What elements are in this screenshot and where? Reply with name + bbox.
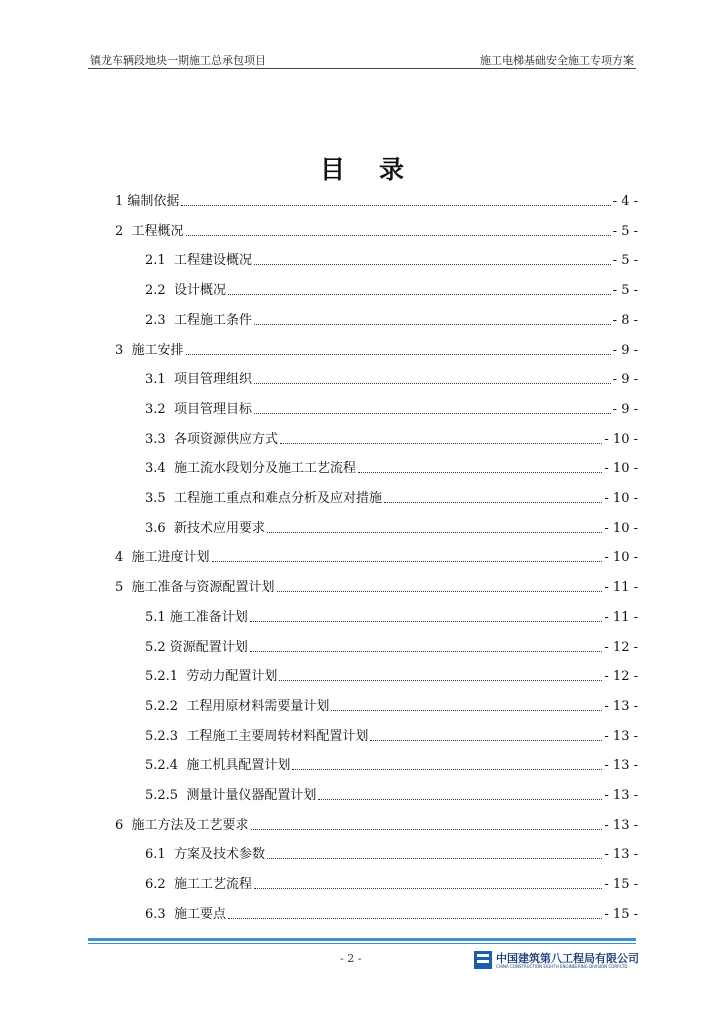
toc-entry[interactable] (145, 279, 638, 299)
title-char-2: 录 (379, 155, 405, 184)
toc-entry-label: 2.2 设计概况 (145, 283, 226, 299)
toc-entry-page: - 13 - (604, 817, 638, 833)
toc-entry-page: - 5 - (612, 283, 638, 299)
toc-entry-label: 6 施工方法及工艺要求 (115, 817, 249, 833)
toc-entry-page: - 9 - (612, 342, 638, 358)
toc-entry-page: - 13 - (604, 847, 638, 863)
toc-entry-label: 5.2.5 测量计量仪器配置计划 (145, 788, 317, 803)
toc-entry[interactable] (115, 814, 638, 834)
toc-entry-page: - 15 - (604, 877, 638, 893)
toc-entry-page: - 13 - (604, 698, 638, 714)
toc-entry-page: - 10 - (604, 431, 638, 447)
toc-leader-dots (254, 888, 602, 889)
toc-leader-dots (267, 858, 602, 859)
toc-entry-page: - 10 - (604, 550, 638, 566)
toc-entry-page: - 12 - (604, 639, 638, 655)
toc-leader-dots (370, 740, 602, 741)
toc-entry[interactable] (115, 576, 638, 596)
toc-leader-dots (250, 621, 603, 622)
toc-entry-page: - 10 - (604, 461, 638, 477)
toc-leader-dots (254, 264, 611, 265)
page-number: - 2 - (340, 952, 362, 965)
toc-leader-dots (212, 561, 603, 562)
page-header (90, 52, 634, 68)
toc-entry-page: - 10 - (604, 491, 638, 506)
toc-leader-dots (250, 651, 603, 652)
toc-entry[interactable] (145, 695, 638, 715)
toc-entry-page: - 9 - (612, 401, 638, 417)
toc-entry-page: - 13 - (604, 788, 638, 803)
toc-entry[interactable] (145, 249, 638, 269)
toc-entry-label: 2 工程概况 (115, 223, 184, 239)
toc-leader-dots (254, 383, 611, 384)
toc-leader-dots (318, 799, 602, 800)
toc-leader-dots (186, 354, 611, 355)
toc-entry-page: - 11 - (604, 609, 638, 625)
toc-entry[interactable] (145, 487, 638, 507)
toc-leader-dots (228, 918, 602, 919)
toc-entry[interactable] (145, 843, 638, 863)
company-logo (474, 950, 638, 972)
toc-entry-page: - 5 - (612, 223, 638, 239)
toc-entry-label: 3 施工安排 (115, 342, 184, 358)
toc-leader-dots (277, 591, 603, 592)
toc-entry[interactable] (115, 190, 638, 210)
toc-entry[interactable] (145, 398, 638, 418)
page-title (0, 150, 724, 186)
toc-entry[interactable] (145, 636, 638, 656)
toc-entry-page: - 9 - (612, 372, 638, 388)
header-project-name: 镇龙车辆段地块一期施工总承包项目 (90, 54, 266, 67)
toc-entry[interactable] (145, 309, 638, 329)
company-name-cn: 中国建筑第八工程局有限公司 (496, 952, 639, 965)
toc-entry-label: 2.1 工程建设概况 (145, 253, 252, 269)
toc-entry-label: 3.2 项目管理目标 (145, 401, 252, 417)
title-char-1: 目 (319, 155, 345, 184)
toc-entry-page: - 15 - (604, 906, 638, 922)
toc-entry[interactable] (145, 784, 638, 804)
toc-entry[interactable] (145, 517, 638, 537)
toc-entry-label: 4 施工进度计划 (115, 550, 210, 566)
toc-entry-page: - 13 - (604, 728, 638, 744)
toc-entry[interactable] (145, 725, 638, 745)
toc-entry-label: 3.5 工程施工重点和难点分析及应对措施 (145, 491, 382, 506)
toc-leader-dots (267, 532, 602, 533)
toc-entry-page: - 8 - (612, 312, 638, 328)
toc-entry[interactable] (145, 903, 638, 923)
header-document-name: 施工电梯基础安全施工专项方案 (480, 54, 634, 67)
toc-entry[interactable] (145, 873, 638, 893)
toc-entry[interactable] (115, 220, 638, 240)
toc-entry-label: 6.1 方案及技术参数 (145, 847, 265, 863)
toc-entry-label: 5 施工准备与资源配置计划 (115, 580, 275, 596)
company-name-en: CHINA CONSTRUCTION EIGHTH ENGINEERING DIVISION CORP.LTD (496, 964, 628, 969)
toc-leader-dots (186, 235, 611, 236)
toc-entry[interactable] (145, 457, 638, 477)
toc-entry-label: 5.2.3 工程施工主要周转材料配置计划 (145, 728, 369, 744)
toc-entry[interactable] (115, 546, 638, 566)
toc-leader-dots (279, 680, 602, 681)
toc-entry-label: 6.2 施工工艺流程 (145, 877, 252, 893)
toc-entry-label: 3.4 施工流水段划分及施工工艺流程 (145, 461, 356, 477)
toc-entry[interactable] (145, 754, 638, 774)
toc-entry[interactable] (145, 368, 638, 388)
toc-entry-label: 1 编制依据 (115, 194, 180, 209)
toc-entry-label: 5.1 施工准备计划 (145, 609, 248, 625)
toc-entry-label: 3.3 各项资源供应方式 (145, 431, 278, 447)
cscec-logo-icon (474, 951, 492, 969)
toc-leader-dots (254, 413, 611, 414)
toc-leader-dots (181, 205, 610, 206)
toc-entry-page: - 10 - (604, 520, 638, 536)
header-divider (88, 68, 636, 69)
toc-entry-label: 5.2.2 工程用原材料需要量计划 (145, 698, 330, 714)
toc-entry-label: 3.6 新技术应用要求 (145, 520, 265, 536)
toc-leader-dots (228, 294, 611, 295)
toc-entry-page: - 12 - (604, 669, 638, 685)
toc-leader-dots (292, 769, 602, 770)
toc-entry-page: - 5 - (612, 253, 638, 269)
toc-entry-page: - 4 - (612, 194, 638, 209)
footer-divider-thick (88, 938, 636, 941)
toc-entry-label: 5.2.4 施工机具配置计划 (145, 758, 291, 774)
toc-leader-dots (358, 472, 602, 473)
toc-leader-dots (280, 443, 602, 444)
toc-entry[interactable] (115, 339, 638, 359)
toc-entry-page: - 11 - (604, 580, 638, 596)
toc-leader-dots (384, 502, 602, 503)
footer-divider-thin (88, 943, 636, 944)
toc-entry[interactable] (145, 665, 638, 685)
toc-leader-dots (331, 710, 602, 711)
toc-entry[interactable] (145, 606, 638, 626)
toc-entry-label: 5.2.1 劳动力配置计划 (145, 669, 278, 685)
toc-entry-label: 3.1 项目管理组织 (145, 372, 252, 388)
toc-entry-label: 6.3 施工要点 (145, 906, 226, 922)
toc-entry-label: 2.3 工程施工条件 (145, 312, 252, 328)
toc-leader-dots (254, 324, 611, 325)
toc-leader-dots (251, 829, 603, 830)
toc-entry-label: 5.2 资源配置计划 (145, 639, 248, 655)
toc-entry-page: - 13 - (604, 758, 638, 774)
toc-entry[interactable] (145, 428, 638, 448)
